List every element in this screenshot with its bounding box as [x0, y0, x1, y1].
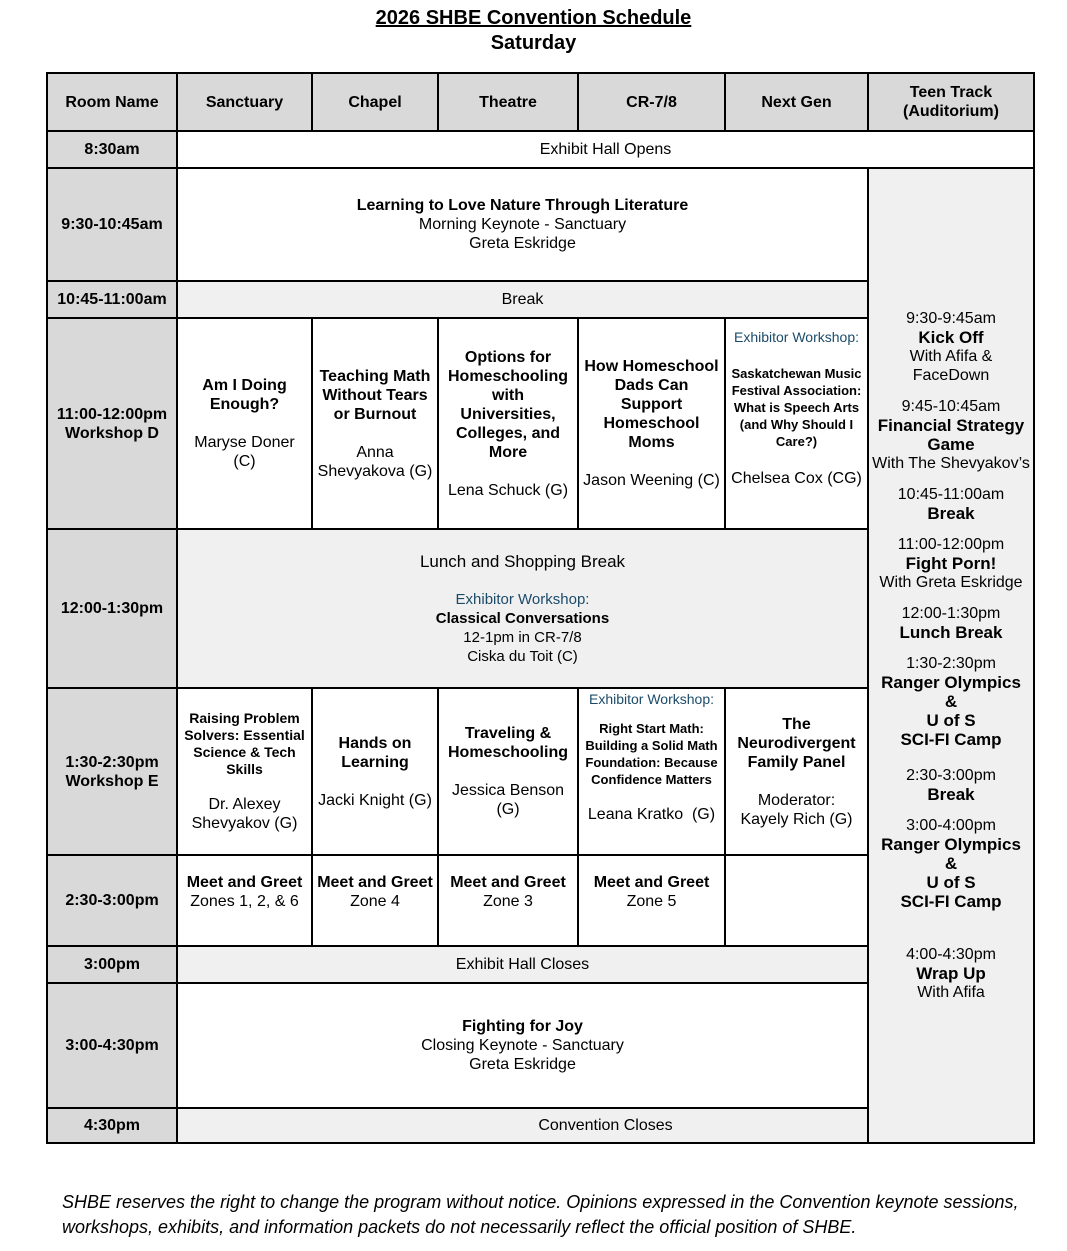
time-1500b: 3:00-4:30pm — [47, 983, 177, 1108]
teen-time: 4:00-4:30pm — [906, 946, 996, 963]
schedule-title: 2026 SHBE Convention Schedule — [375, 7, 692, 29]
teen-title: U of S — [926, 873, 976, 892]
teen-title: Kick Off — [918, 328, 984, 347]
teen-item — [871, 654, 1031, 749]
time-1500: 3:00pm — [47, 946, 177, 983]
morning-keynote-speaker: Greta Eskridge — [469, 235, 576, 252]
session-speaker: Jessica Benson (G) — [451, 782, 565, 818]
meet-greet-label: Meet and Greet — [450, 874, 566, 891]
session-title: Teaching Math Without Tears or Burnout — [319, 367, 431, 423]
meet-greet-zone: Zone 3 — [483, 893, 533, 910]
teen-title: Break — [927, 504, 975, 523]
workshop-e-label: Workshop E — [65, 772, 159, 790]
workshop-e-theatre — [438, 688, 578, 855]
morning-keynote — [177, 168, 868, 281]
session-title: Saskatchewan Music Festival Association: What is Speech Arts (and Why Should I Care?) — [731, 366, 862, 449]
teen-title: Lunch Break — [899, 623, 1003, 642]
teen-item — [871, 397, 1031, 473]
meet-greet-zone: Zone 5 — [626, 893, 677, 910]
teen-time: 3:00-4:00pm — [906, 817, 996, 834]
meet-greet-label: Meet and Greet — [593, 874, 710, 891]
teen-detail: With Afifa — [917, 984, 985, 1001]
session-moderator-label: Moderator: — [757, 791, 836, 809]
teen-title: Break — [927, 785, 975, 804]
schedule-table — [46, 72, 1035, 1144]
header-sanctuary: Sanctuary — [177, 73, 312, 131]
schedule-day: Saturday — [490, 32, 577, 54]
workshop-d-theatre — [438, 318, 578, 529]
lunch-title: Lunch and Shopping Break — [419, 551, 626, 571]
time-1630: 4:30pm — [47, 1108, 177, 1143]
teen-time: 1:30-2:30pm — [906, 655, 996, 672]
session-title: Right Start Math: Building a Solid Math Foundation: Because Confidence Matters — [585, 721, 718, 787]
teen-detail: With The Shevyakov’s — [872, 455, 1030, 472]
session-speaker: Anna Shevyakova (G) — [317, 443, 433, 480]
teen-title: Wrap Up — [916, 964, 986, 983]
session-title: Traveling & Homeschooling — [447, 725, 568, 761]
teen-title: Financial Strategy Game — [877, 416, 1025, 454]
teen-title: Fight Porn! — [905, 554, 997, 573]
teen-title: SCI-FI Camp — [900, 730, 1002, 749]
meet-greet-theatre — [438, 855, 578, 946]
teen-item — [871, 766, 1031, 804]
teen-time: 10:45-11:00am — [897, 486, 1005, 503]
teen-time: 11:00-12:00pm — [897, 536, 1005, 553]
morning-keynote-subtitle: Morning Keynote - Sanctuary — [418, 216, 627, 233]
workshop-d-chapel — [312, 318, 438, 529]
workshop-d-label: Workshop D — [65, 424, 159, 442]
time-0830: 8:30am — [47, 131, 177, 168]
closing-keynote — [177, 983, 868, 1108]
teen-track-column — [868, 168, 1034, 1143]
teen-time: 9:30-9:45am — [906, 310, 996, 327]
disclaimer-footer: SHBE reserves the right to change the program without notice. Opinions expressed in the Convention keynote sessions, workshops, exhibits, and information packets do not necessarily reflect the official position of SHBE. — [62, 1192, 1019, 1237]
teen-title: U of S — [926, 711, 976, 730]
session-title: Options for Homeschooling with Universities, Colleges, and More — [447, 348, 568, 461]
session-title: The Neurodivergent Family Panel — [737, 715, 856, 771]
header-row — [47, 73, 1034, 131]
page-title — [0, 6, 1067, 56]
meet-greet-zone: Zones 1, 2, & 6 — [190, 893, 299, 910]
teen-item — [871, 604, 1031, 642]
session-speaker: Jason Weening (C) — [583, 472, 720, 489]
teen-item — [871, 816, 1031, 911]
teen-item — [871, 309, 1031, 385]
session-title: Am I Doing Enough? — [202, 377, 287, 413]
teen-item — [871, 485, 1031, 523]
meet-greet-chapel — [312, 855, 438, 946]
header-cr78: CR-7/8 — [578, 73, 725, 131]
teen-title: Ranger Olympics — [881, 835, 1021, 854]
teen-title: Ranger Olympics — [881, 673, 1021, 692]
header-teen-track: Teen Track (Auditorium) — [868, 73, 1034, 131]
session-speaker: Kayely Rich (G) — [740, 810, 853, 828]
workshop-d-next-gen — [725, 318, 868, 529]
header-theatre: Theatre — [438, 73, 578, 131]
meet-greet-label: Meet and Greet — [186, 874, 303, 891]
morning-keynote-title: Learning to Love Nature Through Literature — [356, 197, 689, 214]
meet-greet-zone: Zone 4 — [350, 893, 400, 910]
session-speaker: Lena Schuck (G) — [447, 481, 569, 499]
time-1430: 2:30-3:00pm — [47, 855, 177, 946]
exhibitor-tag: Exhibitor Workshop: — [455, 590, 590, 608]
row-1630 — [47, 1108, 1034, 1143]
exhibitor-tag: Exhibitor Workshop: — [733, 329, 859, 345]
closing-keynote-speaker: Greta Eskridge — [469, 1056, 576, 1073]
meet-greet-sanctuary — [177, 855, 312, 946]
workshop-e-next-gen — [725, 688, 868, 855]
time-1200: 12:00-1:30pm — [47, 529, 177, 688]
teen-title: SCI-FI Camp — [900, 892, 1002, 911]
workshop-e-cr78 — [578, 688, 725, 855]
exhibitor-tag: Exhibitor Workshop: — [588, 691, 714, 707]
time-workshop-d — [47, 318, 177, 529]
teen-time: 2:30-3:00pm — [906, 767, 996, 784]
row-0830 — [47, 131, 1034, 168]
header-room-name: Room Name — [47, 73, 177, 131]
lunch-when: 12-1pm in CR-7/8 — [463, 628, 582, 646]
lunch-workshop: Classical Conversations — [435, 609, 610, 627]
session-speaker: Dr. Alexey Shevyakov (G) — [191, 796, 298, 832]
session-speaker: Jacki Knight (G) — [318, 791, 432, 809]
convention-closes: Convention Closes — [177, 1108, 1034, 1143]
time-1100: 11:00-12:00pm — [56, 405, 168, 423]
session-speaker: Leana Kratko (G) — [587, 806, 716, 823]
teen-detail: With Greta Eskridge — [879, 574, 1023, 591]
time-workshop-e — [47, 688, 177, 855]
session-title: Raising Problem Solvers: Essential Science & Tech Skills — [184, 710, 305, 777]
closing-keynote-title: Fighting for Joy — [462, 1018, 583, 1035]
workshop-d-cr78 — [578, 318, 725, 529]
closing-keynote-subtitle: Closing Keynote - Sanctuary — [421, 1037, 624, 1054]
teen-title: & — [944, 854, 958, 873]
exhibit-hall-opens: Exhibit Hall Opens — [177, 131, 1034, 168]
teen-item — [871, 535, 1031, 592]
lunch-break — [177, 529, 868, 688]
session-title: How Homeschool Dads Can Support Homeschool Moms — [584, 358, 719, 451]
time-1045: 10:45-11:00am — [47, 281, 177, 318]
teen-detail: With Afifa & FaceDown — [909, 348, 993, 384]
time-0930: 9:30-10:45am — [47, 168, 177, 281]
teen-title: & — [944, 692, 958, 711]
teen-time: 12:00-1:30pm — [901, 605, 1001, 622]
session-title: Hands on Learning — [338, 734, 412, 771]
time-1330: 1:30-2:30pm — [65, 753, 159, 771]
break-1045: Break — [177, 281, 868, 318]
header-chapel: Chapel — [312, 73, 438, 131]
exhibit-hall-closes: Exhibit Hall Closes — [177, 946, 868, 983]
lunch-speaker: Ciska du Toit (C) — [467, 647, 578, 665]
meet-greet-cr78 — [578, 855, 725, 946]
workshop-e-chapel — [312, 688, 438, 855]
meet-greet-next-gen-empty — [725, 855, 868, 946]
header-next-gen: Next Gen — [725, 73, 868, 131]
meet-greet-label: Meet and Greet — [317, 874, 433, 891]
session-speaker: Chelsea Cox (CG) — [731, 470, 862, 487]
teen-time: 9:45-10:45am — [901, 398, 1001, 415]
session-speaker: Maryse Doner (C) — [194, 434, 295, 470]
teen-item — [871, 945, 1031, 1002]
workshop-d-sanctuary — [177, 318, 312, 529]
row-0930 — [47, 168, 1034, 281]
workshop-e-sanctuary — [177, 688, 312, 855]
